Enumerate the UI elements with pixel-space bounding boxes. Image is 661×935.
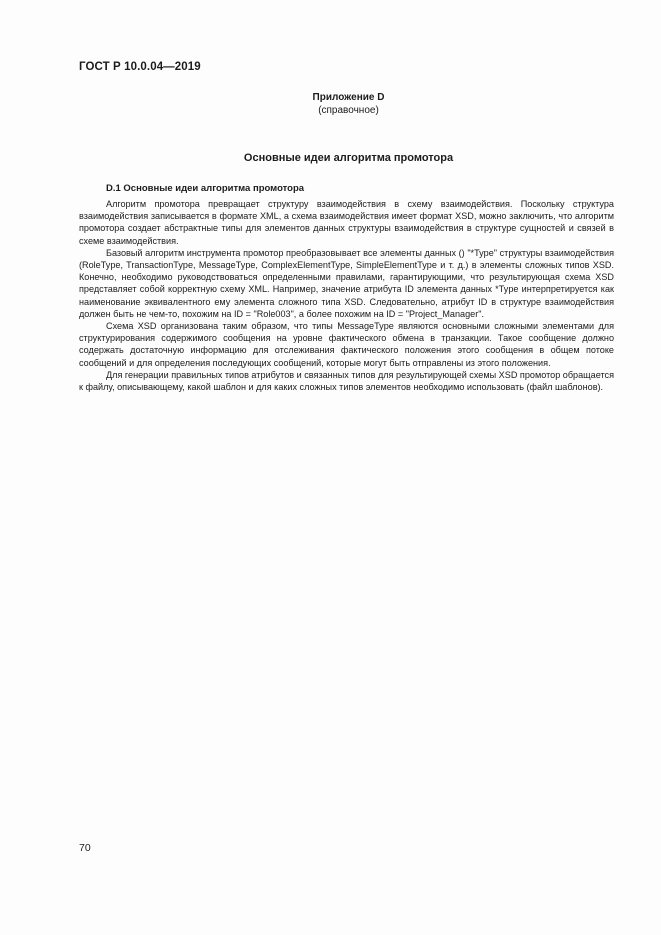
appendix-heading — [0, 91, 661, 117]
paragraph: Базовый алгоритм инструмента промотор преобразовывает все элементы данных () "*Type" структуры взаимодействия (RoleType, TransactionType, MessageType, ComplexElementType, SimpleElementType и т. д.) в элементы сложных типов XSD. Конечно, необходимо руководствоваться определенными правилами, гарантирующими, что результирующая схема XSD представляет собой корректную схему XML. Например, значение атрибута ID элемента данных *Type интерпретируется как наименование эквивалентного ему элемента сложного типа XSD. Следовательно, атрибут ID в структуре взаимодействия должен быть не чем-то, похожим на ID = "Role003", а более похожим на ID = "Project_Manager". — [79, 247, 614, 319]
standard-header: ГОСТ Р 10.0.04—2019 — [79, 61, 201, 73]
paragraph: Схема XSD организована таким образом, что типы MessageType являются основными сложными элементами для структурирования содержимого сообщения на уровне фактического обмена в транзакции. Такое сообщение должно содержать достаточную информацию для отслеживания фактического положения этого сообщения в общем потоке сообщений и для определения последующих сообщений, которые могут быть отправлены из этого положения. — [79, 321, 614, 368]
paragraph: Алгоритм промотора превращает структуру взаимодействия в схему взаимодействия. Поскольку структура взаимодействия записывается в формате XML, а схема взаимодействия имеет формат XSD, можно заключить, что алгоритм промотора создает абстрактные типы для элементов данных структуры взаимодействия в структуре сущностей и связей в схеме взаимодействия. — [79, 199, 614, 246]
body-text — [79, 198, 614, 393]
paragraph: Для генерации правильных типов атрибутов и связанных типов для результирующей схемы XSD промотор обращается к файлу, описывающему, какой шаблон и для каких сложных типов элементов необходимо использовать (файл шаблонов). — [79, 369, 614, 393]
section-title: D.1 Основные идеи алгоритма промотора — [106, 183, 305, 194]
appendix-subtitle: (справочное) — [318, 105, 379, 116]
page-number: 70 — [79, 842, 91, 854]
main-title: Основные идеи алгоритма промотора — [243, 152, 454, 164]
appendix-title: Приложение D — [312, 92, 385, 103]
